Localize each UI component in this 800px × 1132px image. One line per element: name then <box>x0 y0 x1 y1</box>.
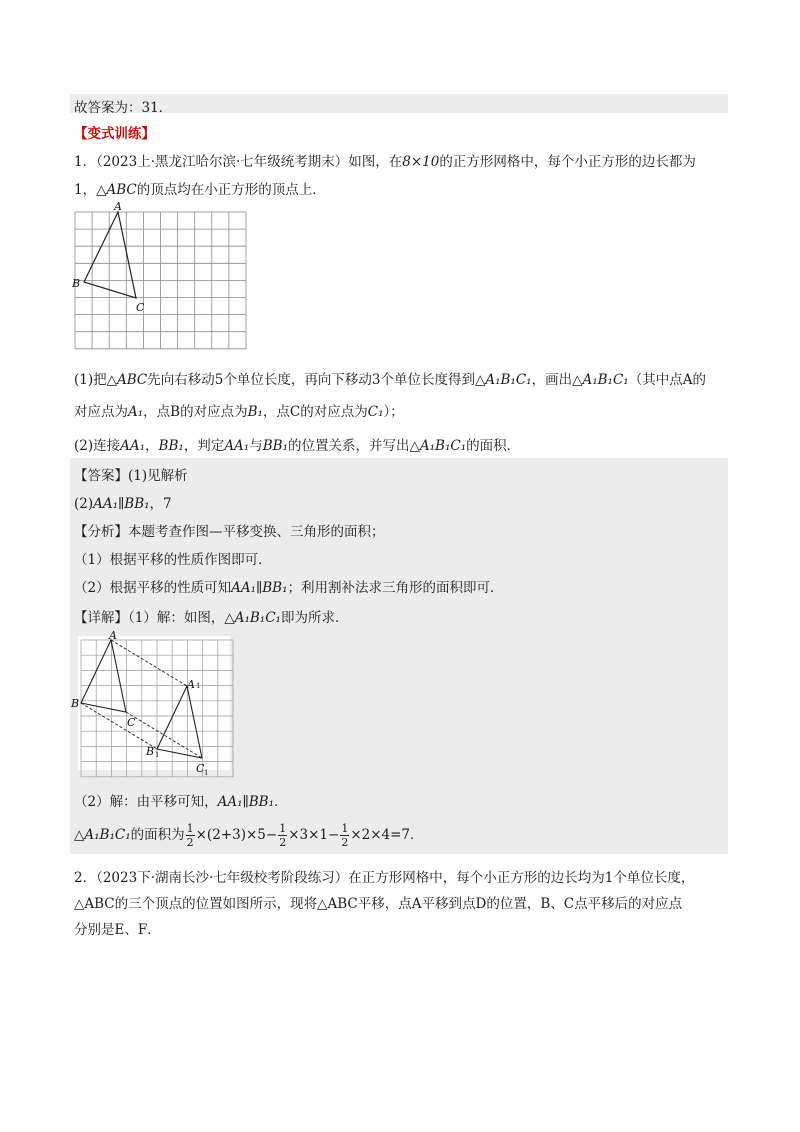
label2-A: A <box>109 630 117 642</box>
fraction-half-1: $\frac{1}{2}$ <box>186 822 194 849</box>
q1-line2: 1，△ABC的顶点均在小正方形的顶点上． <box>74 182 326 198</box>
answer-line1: 【答案】(1)见解析 <box>74 468 188 484</box>
detail-area: △A₁B₁C₁的面积为 $\frac{1}{2}$ ×(2+3)×5− $\frac{1}{2}$ ×3×1− $\frac{1}{2}$ ×2×4=7． <box>74 822 424 849</box>
top-answer: 故答案为：31． <box>74 100 173 116</box>
label-A: A <box>114 200 122 213</box>
analysis-step2: （2）根据平移的性质可知AA₁∥BB₁；利用割补法求三角形的面积即可． <box>74 580 504 596</box>
section-title: 【变式训练】 <box>74 126 155 142</box>
q1-part2: (2)连接AA₁，BB₁，判定AA₁与BB₁的位置关系，并写出△A₁B₁C₁的面积． <box>74 438 521 454</box>
detail-label: 【详解】（1）解：如图，△A₁B₁C₁即为所求． <box>74 610 349 626</box>
grid-figure-2 <box>70 630 235 780</box>
label2-A1-sub: 1 <box>196 682 201 690</box>
label2-B: B <box>71 697 80 710</box>
label2-A1: A <box>187 678 195 691</box>
q2-line1: 2．（2023下·湖南长沙·七年级校考阶段练习）在正方形网格中，每个小正方形的边长均为1个单位长度， <box>74 870 695 886</box>
grid-figure-1 <box>70 200 260 360</box>
analysis-step1: （1）根据平移的性质作图即可． <box>74 552 272 568</box>
label2-C: C <box>127 716 136 729</box>
detail-part2: （2）解：由平移可知，AA₁∥BB₁． <box>74 794 288 810</box>
answer-line2: (2)AA₁∥BB₁，7 <box>74 496 172 512</box>
label-B: B <box>72 277 81 290</box>
q2-line2: △ABC的三个顶点的位置如图所示，现将△ABC平移，点A平移到点D的位置，B、C点平移后的对应点 <box>74 896 683 912</box>
label2-B1-sub: 1 <box>155 751 160 759</box>
fraction-half-3: $\frac{1}{2}$ <box>341 822 349 849</box>
q2-line3: 分别是E、F． <box>74 922 161 938</box>
analysis-label: 【分析】本题考查作图—平移变换、三角形的面积； <box>74 524 385 540</box>
q1-part1-line1: (1)把△ABC先向右移动5个单位长度，再向下移动3个单位长度得到△A₁B₁C₁，画出△A₁B₁C₁（其中点A的 <box>74 372 706 388</box>
fraction-half-2: $\frac{1}{2}$ <box>279 822 287 849</box>
label-C: C <box>136 301 145 314</box>
q1-line1: 1．（2023上·黑龙江哈尔滨·七年级统考期末）如图，在8×10的正方形网格中，每个小正方形的边长都为 <box>74 154 696 170</box>
label2-C1: C <box>196 762 205 775</box>
label2-C1-sub: 1 <box>204 769 209 777</box>
label2-B1: B <box>146 745 155 758</box>
q1-part1-line2: 对应点为A₁，点B的对应点为B₁，点C的对应点为C₁）； <box>74 404 404 420</box>
